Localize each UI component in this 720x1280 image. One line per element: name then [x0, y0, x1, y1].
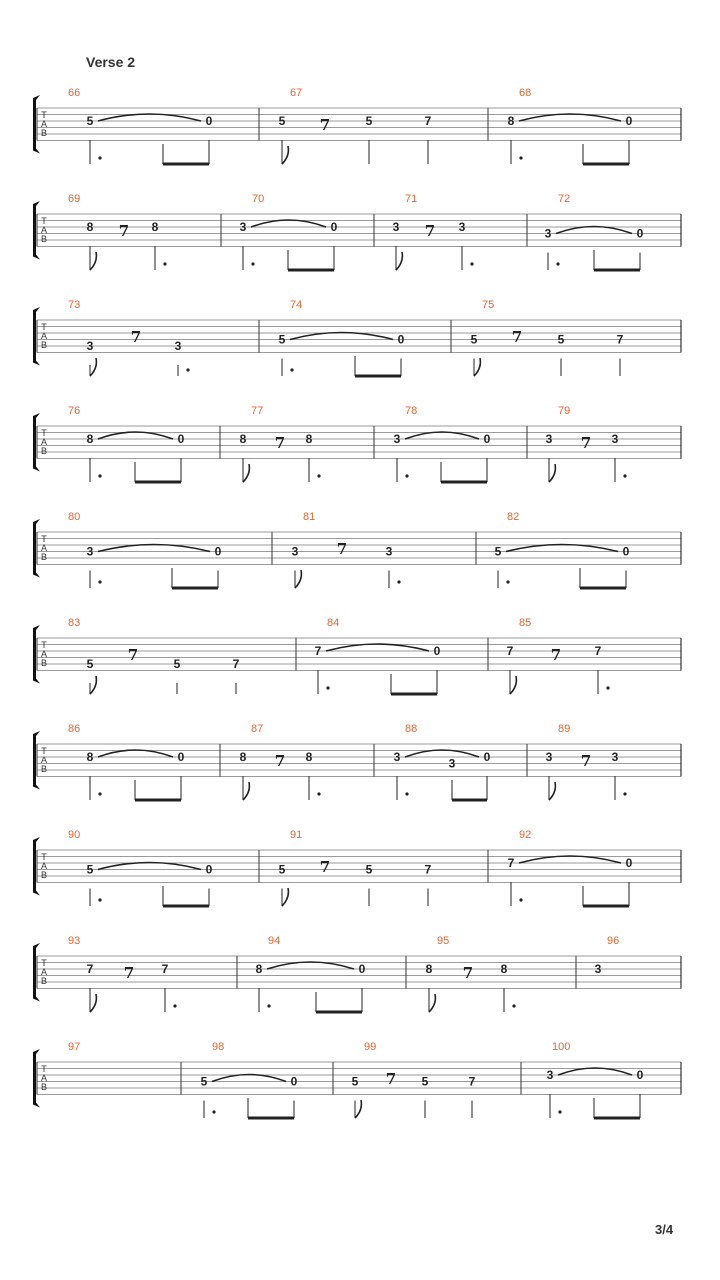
- tie: [519, 856, 621, 863]
- fret-number: 3: [239, 220, 247, 234]
- fret-number: 5: [86, 862, 94, 877]
- fret-number: 5: [421, 1074, 429, 1089]
- fret-number: 7: [424, 862, 432, 877]
- fret-number: 7: [616, 332, 624, 347]
- eighth-rest: 7: [319, 858, 331, 876]
- eighth-rest: 7: [580, 752, 592, 770]
- fret-number: 3: [174, 339, 182, 353]
- fret-number: 7: [506, 644, 514, 658]
- eighth-flag: [90, 252, 96, 270]
- measure-number: 99: [364, 1041, 377, 1053]
- eighth-flag: [282, 888, 288, 906]
- measure-number: 68: [519, 87, 532, 99]
- tab-clef-letter: B: [40, 234, 48, 244]
- duration-dot: [98, 474, 101, 477]
- tab-system: [33, 617, 681, 694]
- measure-number: 77: [251, 405, 264, 417]
- duration-dot: [186, 368, 189, 371]
- fret-number: 5: [351, 1074, 359, 1089]
- eighth-rest: 7: [424, 222, 436, 240]
- fret-number: 7: [424, 114, 432, 128]
- measure-number: 72: [558, 193, 571, 205]
- tab-clef-letter: B: [40, 128, 48, 138]
- duration-dot: [98, 792, 101, 795]
- fret-number: 3: [546, 1068, 554, 1082]
- measure-number: 69: [68, 193, 81, 205]
- measure-number: 95: [437, 935, 450, 947]
- fret-number: 7: [314, 644, 322, 658]
- tab-clef-letter: T: [41, 852, 47, 862]
- tie: [98, 432, 173, 439]
- fret-number: 3: [86, 339, 94, 353]
- measure-number: 84: [327, 617, 340, 629]
- measure-number: 94: [268, 935, 281, 947]
- duration-dot: [405, 792, 408, 795]
- fret-number: 8: [305, 432, 313, 446]
- measure-number: 83: [68, 617, 81, 629]
- tie: [290, 333, 393, 340]
- tie: [405, 750, 479, 757]
- fret-number: 5: [173, 657, 181, 671]
- fret-number: 0: [214, 544, 222, 559]
- duration-dot: [512, 1004, 515, 1007]
- fret-number: 5: [494, 544, 502, 559]
- tab-system: [33, 87, 681, 164]
- tab-clef-letter: A: [40, 331, 48, 341]
- tie: [405, 432, 479, 439]
- tie: [558, 1068, 632, 1075]
- measure-number: 82: [507, 511, 520, 523]
- section-title: Verse 2: [86, 54, 136, 70]
- tie: [98, 545, 210, 552]
- fret-number: 7: [161, 962, 169, 976]
- eighth-flag: [429, 994, 435, 1012]
- tab-clef-letter: A: [40, 755, 48, 765]
- measure-number: 92: [519, 829, 532, 841]
- measure-number: 86: [68, 723, 81, 735]
- fret-number: 8: [255, 962, 263, 976]
- fret-number: 5: [86, 657, 94, 671]
- fret-number: 0: [177, 750, 185, 764]
- fret-number: 3: [448, 756, 456, 771]
- tab-clef-letter: B: [40, 446, 48, 456]
- tab-system: [33, 405, 681, 482]
- fret-number: 0: [622, 544, 630, 559]
- tie: [506, 545, 618, 552]
- eighth-rest: 7: [127, 646, 139, 664]
- fret-number: 5: [365, 114, 373, 128]
- fret-number: 8: [86, 432, 94, 446]
- tab-clef-letter: B: [40, 764, 48, 774]
- fret-number: 0: [625, 856, 633, 870]
- eighth-flag: [295, 570, 301, 588]
- tab-clef-letter: A: [40, 119, 48, 129]
- tie: [326, 644, 429, 651]
- fret-number: 8: [86, 220, 94, 234]
- eighth-rest: 7: [274, 752, 286, 770]
- eighth-flag: [549, 782, 555, 800]
- tie: [98, 863, 201, 870]
- measure-number: 73: [68, 299, 81, 311]
- measure-number: 100: [552, 1041, 571, 1053]
- tab-clef-letter: T: [41, 1064, 47, 1074]
- fret-number: 3: [545, 432, 553, 446]
- measure-number: 89: [558, 723, 571, 735]
- eighth-flag: [243, 782, 249, 800]
- fret-number: 5: [86, 114, 94, 128]
- eighth-rest: 7: [336, 540, 348, 558]
- duration-dot: [326, 686, 329, 689]
- fret-number: 7: [232, 657, 240, 671]
- duration-dot: [317, 792, 320, 795]
- measure-number: 90: [68, 829, 81, 841]
- fret-number: 3: [385, 544, 393, 559]
- measure-number: 97: [68, 1041, 81, 1053]
- fret-number: 8: [86, 750, 94, 764]
- fret-number: 8: [239, 750, 247, 764]
- tab-clef-letter: B: [40, 1082, 48, 1092]
- duration-dot: [623, 792, 626, 795]
- tab-system: [33, 1041, 681, 1118]
- tab-clef-letter: B: [40, 552, 48, 562]
- duration-dot: [519, 156, 522, 159]
- duration-dot: [98, 580, 101, 583]
- duration-dot: [267, 1004, 270, 1007]
- eighth-flag: [90, 994, 96, 1012]
- tab-system: [33, 935, 681, 1012]
- fret-number: 3: [392, 220, 400, 234]
- eighth-flag: [282, 146, 288, 164]
- tie: [251, 220, 326, 227]
- fret-number: 0: [290, 1074, 298, 1089]
- fret-number: 0: [330, 220, 338, 234]
- eighth-flag: [396, 252, 402, 270]
- measure-number: 96: [607, 935, 620, 947]
- fret-number: 8: [151, 220, 159, 234]
- fret-number: 0: [177, 432, 185, 446]
- tab-clef-letter: T: [41, 746, 47, 756]
- fret-number: 3: [544, 226, 552, 241]
- eighth-rest: 7: [550, 646, 562, 664]
- duration-dot: [558, 1110, 561, 1113]
- tab-clef-letter: T: [41, 958, 47, 968]
- fret-number: 8: [425, 962, 433, 976]
- fret-number: 0: [636, 226, 644, 241]
- tab-clef-letter: B: [40, 340, 48, 350]
- fret-number: 0: [205, 114, 213, 128]
- tie: [556, 227, 632, 234]
- duration-dot: [317, 474, 320, 477]
- tab-clef-letter: A: [40, 543, 48, 553]
- duration-dot: [163, 262, 166, 265]
- measure-number: 76: [68, 405, 81, 417]
- eighth-rest: 7: [123, 964, 135, 982]
- measure-number: 93: [68, 935, 81, 947]
- tab-clef-letter: B: [40, 976, 48, 986]
- fret-number: 0: [625, 114, 633, 128]
- fret-number: 3: [86, 544, 94, 559]
- eighth-rest: 7: [130, 328, 142, 346]
- eighth-flag: [243, 464, 249, 482]
- fret-number: 0: [358, 962, 366, 976]
- measure-number: 81: [303, 511, 316, 523]
- duration-dot: [290, 368, 293, 371]
- eighth-rest: 7: [274, 434, 286, 452]
- tie: [212, 1075, 286, 1082]
- tab-system: [33, 723, 681, 800]
- fret-number: 8: [500, 962, 508, 976]
- tab-clef-letter: A: [40, 861, 48, 871]
- measure-number: 88: [405, 723, 418, 735]
- tab-system: [33, 511, 681, 588]
- duration-dot: [623, 474, 626, 477]
- fret-number: 3: [611, 750, 619, 764]
- tab-clef-letter: B: [40, 870, 48, 880]
- fret-number: 0: [483, 432, 491, 446]
- tab-clef-letter: A: [40, 1073, 48, 1083]
- eighth-rest: 7: [118, 222, 130, 240]
- fret-number: 5: [557, 332, 565, 347]
- eighth-rest: 7: [580, 434, 592, 452]
- fret-number: 8: [239, 432, 247, 446]
- eighth-rest: 7: [385, 1070, 397, 1088]
- tab-clef-letter: T: [41, 640, 47, 650]
- fret-number: 0: [433, 644, 441, 658]
- fret-number: 8: [305, 750, 313, 764]
- fret-number: 3: [594, 962, 602, 976]
- measure-number: 79: [558, 405, 571, 417]
- duration-dot: [212, 1110, 215, 1113]
- eighth-rest: 7: [462, 964, 474, 982]
- fret-number: 5: [200, 1074, 208, 1089]
- measure-number: 91: [290, 829, 303, 841]
- measure-number: 78: [405, 405, 418, 417]
- tab-clef-letter: A: [40, 967, 48, 977]
- measure-number: 85: [519, 617, 532, 629]
- measure-number: 75: [482, 299, 495, 311]
- duration-dot: [519, 898, 522, 901]
- measure-number: 66: [68, 87, 81, 99]
- fret-number: 3: [291, 544, 299, 559]
- fret-number: 3: [611, 432, 619, 446]
- eighth-flag: [90, 676, 96, 694]
- fret-number: 0: [483, 750, 491, 764]
- duration-dot: [397, 580, 400, 583]
- tie: [519, 114, 621, 121]
- tab-clef-letter: T: [41, 322, 47, 332]
- duration-dot: [405, 474, 408, 477]
- fret-number: 7: [594, 644, 602, 658]
- measure-number: 74: [290, 299, 303, 311]
- duration-dot: [251, 262, 254, 265]
- fret-number: 0: [636, 1068, 644, 1082]
- fret-number: 3: [393, 432, 401, 446]
- tab-clef-letter: T: [41, 534, 47, 544]
- tab-clef-letter: A: [40, 225, 48, 235]
- tab-clef-letter: B: [40, 658, 48, 668]
- fret-number: 8: [507, 114, 515, 128]
- duration-dot: [98, 898, 101, 901]
- duration-dot: [470, 262, 473, 265]
- eighth-rest: 7: [511, 328, 523, 346]
- fret-number: 5: [278, 862, 286, 877]
- tie: [98, 750, 173, 757]
- tab-clef-letter: A: [40, 437, 48, 447]
- tie: [98, 114, 201, 121]
- measure-number: 70: [252, 193, 265, 205]
- eighth-flag: [355, 1100, 361, 1118]
- duration-dot: [506, 580, 509, 583]
- duration-dot: [556, 262, 559, 265]
- measure-number: 71: [405, 193, 418, 205]
- eighth-flag: [474, 358, 480, 376]
- measure-number: 80: [68, 511, 81, 523]
- measure-number: 98: [212, 1041, 225, 1053]
- tab-clef-letter: T: [41, 428, 47, 438]
- fret-number: 0: [205, 862, 213, 877]
- fret-number: 7: [507, 856, 515, 870]
- tab-clef-letter: A: [40, 649, 48, 659]
- tab-system: [33, 299, 681, 376]
- fret-number: 5: [278, 114, 286, 128]
- tab-clef-letter: T: [41, 110, 47, 120]
- tab-clef-letter: T: [41, 216, 47, 226]
- eighth-rest: 7: [319, 116, 331, 134]
- eighth-flag: [90, 358, 96, 376]
- fret-number: 5: [470, 332, 478, 347]
- fret-number: 3: [393, 750, 401, 764]
- duration-dot: [606, 686, 609, 689]
- fret-number: 5: [278, 332, 286, 347]
- fret-number: 5: [365, 862, 373, 877]
- measure-number: 67: [290, 87, 303, 99]
- page-number: 3/4: [655, 1222, 674, 1237]
- fret-number: 3: [545, 750, 553, 764]
- fret-number: 3: [458, 220, 466, 234]
- fret-number: 0: [397, 332, 405, 347]
- tab-system: [33, 829, 681, 906]
- fret-number: 7: [86, 962, 94, 976]
- fret-number: 7: [468, 1074, 476, 1089]
- tie: [267, 962, 354, 969]
- duration-dot: [173, 1004, 176, 1007]
- duration-dot: [98, 156, 101, 159]
- measure-number: 87: [251, 723, 264, 735]
- eighth-flag: [510, 676, 516, 694]
- eighth-flag: [549, 464, 555, 482]
- tab-system: [33, 193, 681, 270]
